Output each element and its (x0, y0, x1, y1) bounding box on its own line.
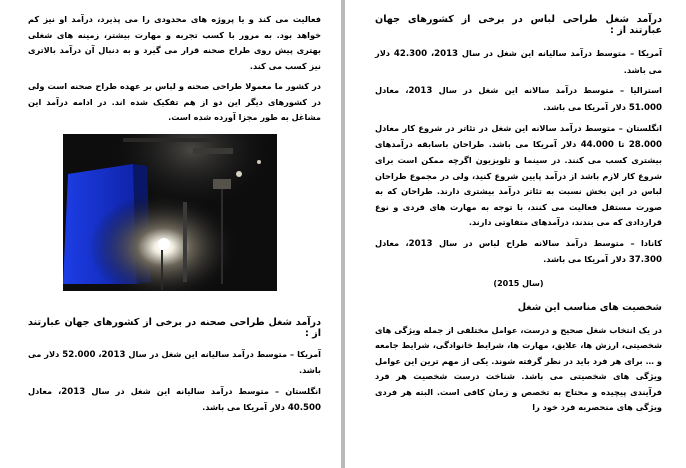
right-income-item-usa (375, 46, 662, 78)
left-section-title: درآمد شغل طراحی صحنه در برخی از کشورهای جهان عبارتند از : (28, 316, 321, 339)
income-amount: 52.000 (62, 349, 96, 360)
income-text: دلار آمریکا می باشد. طراحان باسابقه درآمدهای بیشتری کسب می کنند. در سینما و تلویزیون اگرچه ممکن است برای شروع کار لازم باشد از درآمد پایین شروع کنید، ولی در مجموع طراحان لباس در این بخش نسبت به تئاتر درآمد بیشتری دارند. طراحان که به صورت مستقل فعالیت می کنند، با توجه به مهارت های فردی و نوع قراردادی که می بندند، درآمدهای متفاوتی دارند. (375, 138, 662, 227)
right-income-item-australia (375, 83, 662, 116)
country-name: استرالیا (630, 85, 662, 95)
income-amount: 37.300 (628, 255, 662, 265)
income-text: تا (613, 138, 629, 149)
left-paragraph-1: فعالیت می کند و یا پروژه های محدودی را می پذیرد، درآمد او نیز کم خواهد بود. به مرور با کسب تجربه و مهارت بیشتر، زمینه های شغلی بهتری پیش روی طراح صحنه قرار می گیرد و به دنبال آن درآمد بالاتری نیز کسب می کند. (28, 14, 321, 71)
right-income-item-uk (375, 121, 662, 231)
income-text: دلار آمریکا می باشد. (202, 402, 288, 412)
personality-section-title: شخصیت های مناسب این شغل (517, 301, 662, 313)
year-note: (سال 2015) (493, 278, 544, 288)
personality-paragraph: در یک انتخاب شغل صحیح و درست، عوامل مختلفی از جمله ویژگی های شخصیتی، ارزش ها، علایق، مهارت ها، شرایط خانوادگی، شرایط جامعه و … برای هر فرد باید در نظر گرفته شوند. یکی از مهم ترین این عوامل ویژگی های شخصیتی می باشد. شناخت درست شخصیت هر فرد فرآیندی پیچیده و محتاج به تخصص و زمان کافی است. البته هر فردی ویژگی های منحصربه فرد خود را (375, 324, 662, 412)
country-name: انگلستان (626, 123, 662, 133)
income-amount: 42.300 (393, 49, 428, 59)
income-text: دلار می باشد. (28, 348, 321, 375)
right-section-title: درآمد شغل طراحی لباس در برخی از کشورهای جهان عبارتند از : (375, 14, 662, 36)
income-amount: 51.000 (628, 102, 662, 113)
income-amount: 44.000 (580, 139, 614, 150)
right-page (345, 0, 686, 468)
income-text: ، (427, 48, 435, 58)
income-text: – متوسط درآمد سالیانه این شغل در سال (125, 348, 298, 359)
income-text: ، معادل (375, 85, 409, 95)
left-paragraph-2: در کشور ما معمولا طراحی صحنه و لباس بر عهده طراح صحنه است ولی در کشورهای دیگر این دو از هم تفکیک شده اند. در ادامه درآمد این مشاغل به طور مجزا آورده شده است. (28, 81, 321, 122)
income-text: – متوسط درآمد سالیانه این شغل در سال (85, 385, 286, 396)
left-page (0, 0, 341, 468)
income-text: ، (95, 348, 102, 359)
income-amount-start: 28.000 (628, 139, 662, 150)
income-text: دلار آمریکا می باشد. (543, 254, 629, 264)
left-income-item-uk (28, 384, 321, 417)
income-year: 2013 (434, 49, 459, 59)
country-name: آمریکا (297, 348, 321, 359)
stage-lighting-photo (63, 134, 277, 291)
country-name: کانادا (641, 237, 662, 248)
country-name: انگلستان (285, 385, 321, 396)
income-text: دلار آمریکا می باشد. (543, 101, 629, 112)
income-text: – متوسط درآمد سالیانه این شغل در سال (458, 48, 639, 58)
income-text: – متوسط درآمد سالانه طراح لباس در سال (432, 237, 641, 248)
income-year: 2013 (101, 349, 126, 360)
income-text: – متوسط درآمد سالانه این شغل در سال (432, 85, 631, 95)
income-amount: 40.500 (287, 403, 321, 413)
right-income-item-canada (375, 236, 662, 269)
income-year: 2013 (61, 386, 86, 397)
income-text: ، معادل (375, 237, 409, 248)
income-text: – متوسط درآمد سالانه این شغل در تئاتر در شروع کار معادل (375, 123, 627, 133)
country-name: آمریکا (638, 48, 662, 58)
income-year: 2013 (408, 86, 433, 96)
income-year: 2013 (408, 238, 433, 249)
stage-photo-image (63, 134, 277, 291)
left-income-item-usa (28, 347, 321, 379)
income-text: ، معادل (28, 385, 62, 396)
income-text: دلار می باشد. (375, 48, 662, 75)
